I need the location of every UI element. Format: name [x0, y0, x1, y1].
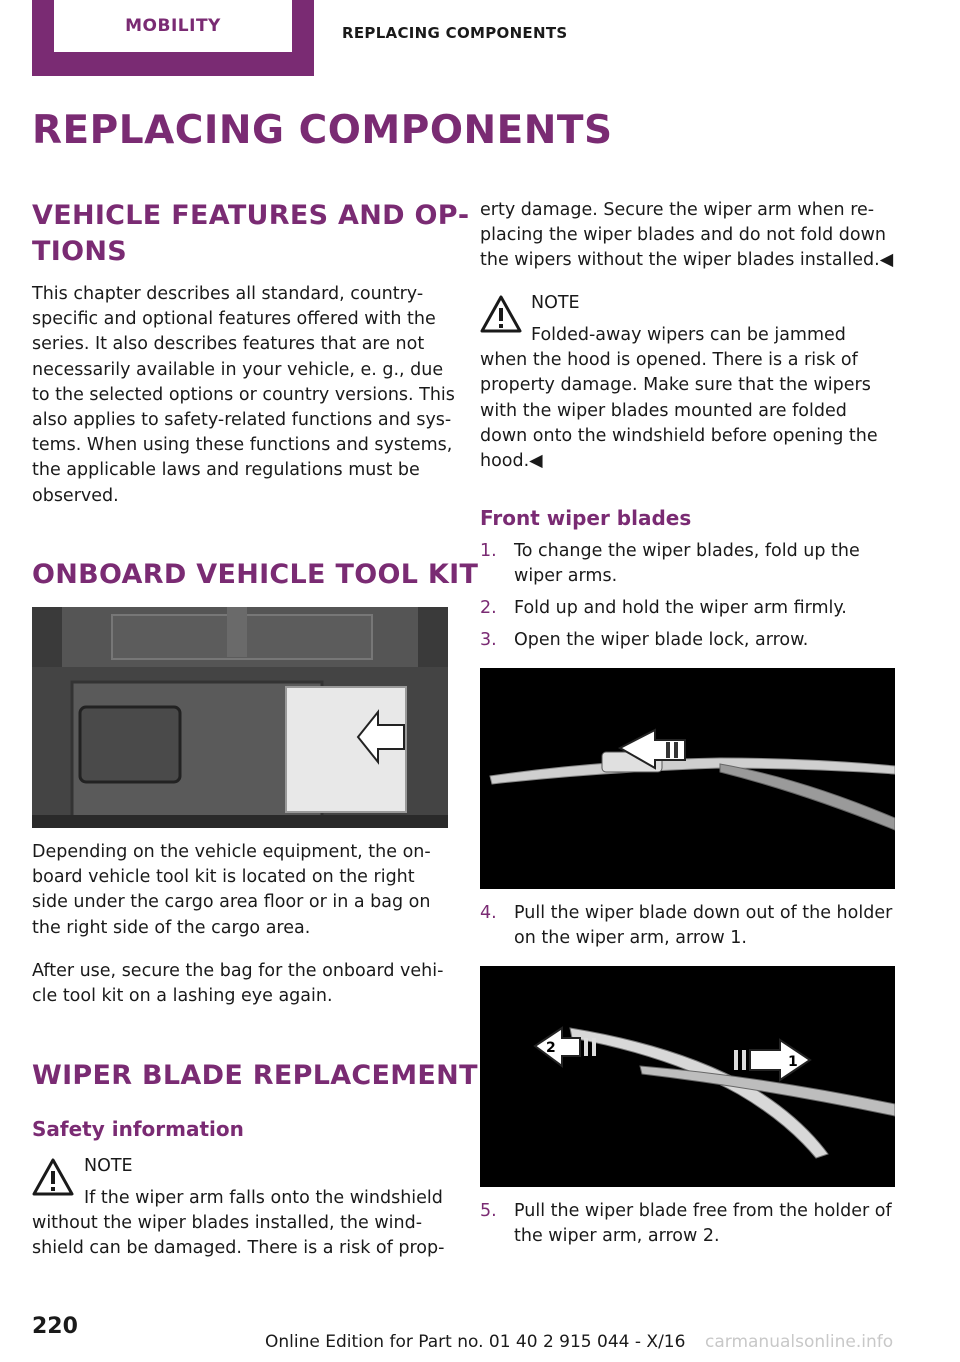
text-line: Open the wiper blade lock, arrow.	[514, 630, 809, 650]
safety-title: Safety information	[32, 1117, 244, 1141]
arrow-2-label: 2	[546, 1040, 556, 1056]
toolkit-image	[32, 607, 448, 828]
text-line: To change the wiper blades, fold up the	[514, 541, 860, 561]
text-line: side under the cargo area floor or in a bag on	[32, 892, 431, 913]
text-line: the wiper arm, arrow 2.	[514, 1226, 720, 1247]
text-line: property damage. Make sure that the wipers	[480, 375, 871, 396]
wiper-removal-image	[480, 966, 895, 1187]
front-wiper-title: Front wiper blades	[480, 506, 692, 530]
text-line: Fold up and hold the wiper arm firmly.	[514, 598, 847, 618]
text-line: tems. When using these functions and systems,	[32, 435, 453, 456]
text-line: If the wiper arm falls onto the windshield	[84, 1188, 443, 1208]
text-line: wiper arms.	[514, 566, 618, 587]
step-number: 2.	[480, 598, 497, 618]
text-line: with the wiper blades mounted are folded	[480, 400, 847, 421]
text-line: to the selected options or country versions. This	[32, 384, 455, 405]
text-line: erty damage. Secure the wiper arm when re‐	[480, 200, 875, 220]
note-2-text	[480, 323, 878, 474]
breadcrumb: REPLACING COMPONENTS	[342, 24, 568, 42]
edition-note: Online Edition for Part no. 01 40 2 915 044 - X/16	[265, 1332, 686, 1352]
text-line: placing the wiper blades and do not fold down	[480, 225, 886, 246]
text-line: down onto the windshield before opening the	[480, 425, 878, 446]
watermark: carmanualsonline.info	[705, 1332, 894, 1352]
wiper-lock-image	[480, 668, 895, 889]
text-line: on the wiper arm, arrow 1.	[514, 928, 747, 949]
arrow-1-label: 1	[788, 1054, 798, 1070]
wiper-title: WIPER BLADE REPLACEMENT	[32, 1060, 478, 1091]
text-line: Pull the wiper blade free from the holder of	[514, 1201, 892, 1221]
text-line: shield can be damaged. There is a risk of prop‐	[32, 1238, 445, 1259]
text-line: observed.	[32, 485, 119, 506]
note-label: NOTE	[531, 293, 580, 313]
text-line: cle tool kit on a lashing eye again.	[32, 986, 333, 1007]
features-title-line2: TIONS	[32, 236, 127, 267]
text-line: the right side of the cargo area.	[32, 917, 311, 938]
text-line: Folded-away wipers can be jammed	[531, 325, 846, 345]
page-title: REPLACING COMPONENTS	[32, 108, 613, 153]
header-tab	[32, 0, 314, 76]
step-number: 4.	[480, 903, 497, 923]
note-1-text	[32, 1186, 444, 1262]
features-paragraph	[32, 282, 455, 509]
toolkit-paragraph-2	[32, 959, 443, 1009]
text-line: without the wiper blades installed, the wind‐	[32, 1213, 423, 1234]
text-line: the wipers without the wiper blades installed.◀	[480, 250, 894, 271]
text-line: necessarily available in your vehicle, e. g., due	[32, 359, 444, 380]
page-number: 220	[32, 1314, 78, 1339]
features-title-line1: VEHICLE FEATURES AND OP‐	[32, 200, 470, 231]
toolkit-paragraph-1	[32, 840, 431, 941]
text-line: also applies to safety-related functions and sys‐	[32, 410, 452, 431]
text-line: Depending on the vehicle equipment, the on‐	[32, 842, 431, 862]
note-label: NOTE	[84, 1156, 133, 1176]
header-tab-label: MOBILITY	[54, 0, 292, 52]
text-line: series. It also describes features that are not	[32, 334, 425, 355]
text-line: After use, secure the bag for the onboard vehi‐	[32, 961, 444, 981]
text-line: Pull the wiper blade down out of the holder	[514, 903, 893, 923]
toolkit-title: ONBOARD VEHICLE TOOL KIT	[32, 559, 479, 590]
features-title	[32, 198, 469, 270]
text-line: board vehicle tool kit is located on the right	[32, 867, 415, 888]
text-line: the applicable laws and regulations must be	[32, 460, 420, 481]
text-line: This chapter describes all standard, country-	[32, 284, 424, 304]
text-line: hood.◀	[480, 451, 543, 472]
step-number: 5.	[480, 1201, 497, 1221]
step-number: 3.	[480, 630, 497, 650]
text-line: specific and optional features offered with the	[32, 309, 436, 330]
text-line: when the hood is opened. There is a risk of	[480, 350, 858, 371]
step-number: 1.	[480, 541, 497, 561]
note-1-continued	[480, 198, 893, 274]
